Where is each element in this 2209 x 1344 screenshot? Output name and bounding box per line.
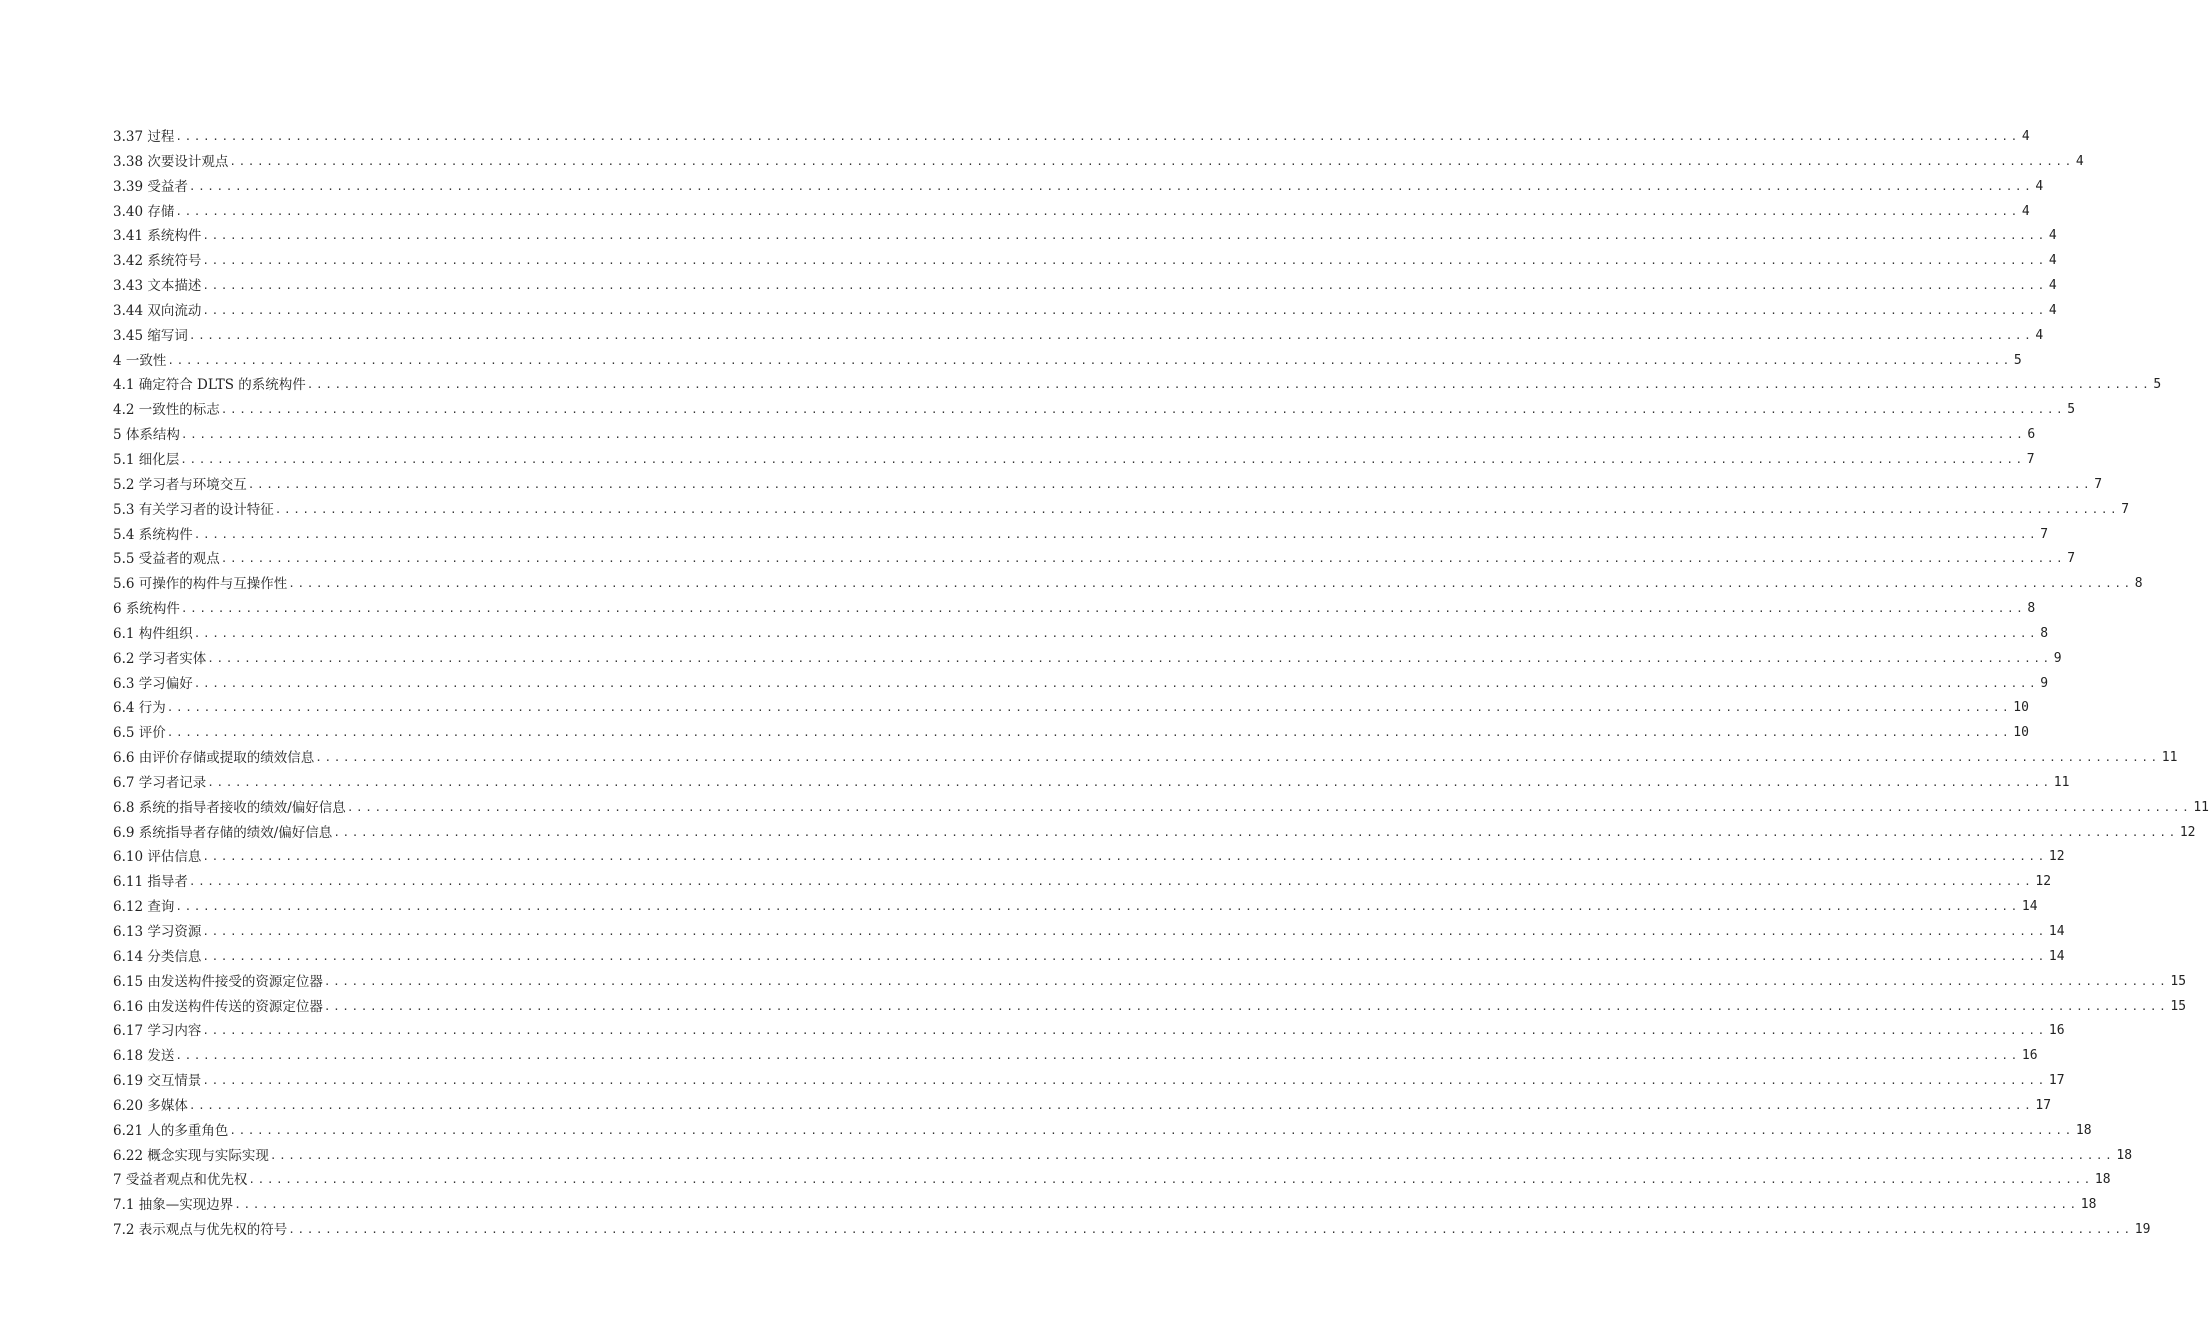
toc-entry-label: 5.2 学习者与环境交互	[113, 476, 247, 493]
toc-entry-page-number: 18	[2075, 1122, 2092, 1138]
dot-leader: ........................................................................................................................................................................................................	[175, 900, 2020, 914]
toc-entry-label: 6.14 分类信息	[113, 948, 202, 965]
toc-entry-page-number: 10	[2013, 725, 2029, 741]
toc-entry[interactable]	[113, 920, 2065, 945]
toc-entry[interactable]	[113, 398, 2076, 423]
dot-leader: ........................................................................................................................................................................................................	[166, 701, 2012, 715]
toc-entry-page-number: 15	[2170, 973, 2187, 989]
toc-entry-page-number: 11	[2193, 799, 2209, 815]
toc-entry-page-number: 5	[2153, 377, 2162, 393]
toc-entry[interactable]	[113, 597, 2036, 622]
toc-entry[interactable]	[113, 150, 2084, 175]
toc-entry-page-number: 17	[2035, 1097, 2052, 1113]
toc-entry-label: 3.43 文本描述	[113, 278, 202, 295]
toc-entry-page-number: 4	[2048, 278, 2057, 294]
toc-entry-label: 5.5 受益者的观点	[113, 551, 220, 568]
dot-leader: ........................................................................................................................................................................................................	[167, 353, 2012, 367]
toc-entry-label: 3.37 过程	[113, 129, 175, 145]
toc-entry-page-number: 7	[2121, 501, 2130, 517]
toc-entry[interactable]	[113, 1119, 2092, 1144]
dot-leader: ........................................................................................................................................................................................................	[323, 999, 2169, 1013]
toc-entry-label: 3.38 次要设计观点	[113, 153, 229, 170]
toc-entry-page-number: 15	[2170, 998, 2187, 1014]
toc-entry[interactable]	[113, 200, 2030, 225]
toc-entry-page-number: 16	[2021, 1048, 2038, 1064]
toc-entry-label: 6.11 指导者	[113, 874, 188, 891]
toc-entry[interactable]	[113, 895, 2038, 920]
toc-entry[interactable]	[113, 696, 2029, 721]
toc-entry[interactable]	[113, 373, 2162, 398]
dot-leader: ........................................................................................................................................................................................................	[202, 229, 2047, 243]
dot-leader: ........................................................................................................................................................................................................	[220, 552, 2066, 566]
dot-leader: ........................................................................................................................................................................................................	[323, 974, 2169, 988]
table-of-contents	[113, 125, 2209, 1243]
toc-entry-page-number: 5	[2013, 352, 2022, 368]
toc-entry-page-number: 7	[2094, 476, 2103, 492]
toc-entry-label: 3.44 双向流动	[113, 302, 202, 319]
dot-leader: ........................................................................................................................................................................................................	[234, 1198, 2079, 1212]
toc-entry-page-number: 4	[2035, 327, 2044, 343]
dot-leader: ........................................................................................................................................................................................................	[288, 577, 2133, 591]
dot-leader: ........................................................................................................................................................................................................	[188, 328, 2034, 342]
dot-leader: ........................................................................................................................................................................................................	[193, 527, 2039, 541]
dot-leader: ........................................................................................................................................................................................................	[229, 154, 2074, 168]
toc-entry[interactable]	[113, 349, 2022, 374]
toc-entry[interactable]	[113, 970, 2187, 995]
toc-entry-page-number: 4	[2075, 153, 2084, 169]
dot-leader: ........................................................................................................................................................................................................	[269, 1148, 2115, 1162]
toc-entry-page-number: 4	[2021, 129, 2030, 144]
toc-entry[interactable]	[113, 1218, 2151, 1243]
toc-entry-label: 5 体系结构	[113, 427, 180, 444]
toc-entry[interactable]	[113, 1019, 2065, 1044]
toc-entry-label: 6.5 评价	[113, 725, 166, 742]
toc-entry-page-number: 4	[2048, 228, 2057, 244]
toc-entry[interactable]	[113, 845, 2065, 870]
toc-entry-label: 3.41 系统构件	[113, 228, 202, 245]
toc-entry[interactable]	[113, 870, 2052, 895]
toc-entry[interactable]	[113, 721, 2029, 746]
toc-entry[interactable]	[113, 1168, 2111, 1193]
toc-entry-label: 6.13 学习资源	[113, 924, 202, 940]
dot-leader: ........................................................................................................................................................................................................	[188, 1098, 2034, 1112]
toc-entry-label: 3.39 受益者	[113, 178, 188, 195]
toc-entry[interactable]	[113, 771, 2070, 796]
toc-entry-label: 5.6 可操作的构件与互操作性	[113, 576, 288, 593]
toc-entry-page-number: 14	[2048, 924, 2065, 939]
toc-entry[interactable]	[113, 796, 2209, 821]
toc-entry-label: 6.4 行为	[113, 700, 166, 717]
toc-entry[interactable]	[113, 995, 2187, 1020]
toc-entry[interactable]	[113, 299, 2057, 324]
toc-entry-label: 3.42 系统符号	[113, 253, 202, 270]
toc-entry[interactable]	[113, 647, 2062, 672]
toc-entry-page-number: 9	[2040, 675, 2049, 691]
toc-entry-label: 6.15 由发送构件接受的资源定位器	[113, 973, 323, 990]
toc-entry[interactable]	[113, 1094, 2052, 1119]
dot-leader: ........................................................................................................................................................................................................	[202, 279, 2047, 293]
toc-entry-page-number: 8	[2134, 576, 2143, 592]
dot-leader: ........................................................................................................................................................................................................	[202, 949, 2047, 963]
toc-entry-label: 5.3 有关学习者的设计特征	[113, 501, 274, 518]
toc-entry[interactable]	[113, 448, 2035, 473]
toc-entry-page-number: 18	[2094, 1172, 2111, 1188]
toc-entry-label: 3.45 缩写词	[113, 327, 188, 344]
dot-leader: ........................................................................................................................................................................................................	[202, 303, 2047, 317]
dot-leader: ........................................................................................................................................................................................................	[220, 403, 2066, 417]
toc-entry[interactable]	[113, 473, 2103, 498]
dot-leader: ........................................................................................................................................................................................................	[180, 602, 2026, 616]
toc-entry-label: 6.12 查询	[113, 899, 175, 916]
dot-leader: ........................................................................................................................................................................................................	[306, 378, 2152, 392]
dot-leader: ........................................................................................................................................................................................................	[180, 428, 2026, 442]
dot-leader: ........................................................................................................................................................................................................	[207, 651, 2052, 665]
toc-entry[interactable]	[113, 746, 2178, 771]
toc-entry-label: 6.21 人的多重角色	[113, 1122, 229, 1139]
toc-entry-label: 6.6 由评价存储或提取的绩效信息	[113, 750, 315, 767]
dot-leader: ........................................................................................................................................................................................................	[188, 179, 2034, 193]
dot-leader: ........................................................................................................................................................................................................	[202, 1024, 2047, 1038]
dot-leader: ........................................................................................................................................................................................................	[175, 204, 2020, 218]
dot-leader: ........................................................................................................................................................................................................	[248, 1173, 2093, 1187]
dot-leader: ........................................................................................................................................................................................................	[180, 452, 2025, 466]
toc-entry-page-number: 4	[2048, 302, 2057, 318]
toc-entry-label: 6.17 学习内容	[113, 1023, 202, 1040]
toc-entry-label: 7 受益者观点和优先权	[113, 1172, 248, 1189]
toc-entry[interactable]	[113, 572, 2143, 597]
toc-entry[interactable]	[113, 1069, 2065, 1094]
dot-leader: ........................................................................................................................................................................................................	[166, 726, 2012, 740]
toc-entry-label: 6.22 概念实现与实际实现	[113, 1147, 269, 1164]
toc-entry-label: 4 一致性	[113, 352, 167, 369]
toc-entry-page-number: 14	[2048, 948, 2065, 964]
toc-entry-page-number: 5	[2067, 402, 2076, 418]
dot-leader: ........................................................................................................................................................................................................	[202, 925, 2047, 938]
dot-leader: ........................................................................................................................................................................................................	[188, 875, 2034, 889]
toc-entry-label: 6.8 系统的指导者接收的绩效/偏好信息	[113, 799, 346, 816]
toc-entry-page-number: 4	[2021, 203, 2030, 219]
toc-entry[interactable]	[113, 821, 2196, 846]
toc-entry[interactable]	[113, 249, 2057, 274]
toc-entry[interactable]	[113, 274, 2057, 299]
toc-entry-page-number: 17	[2048, 1073, 2065, 1089]
toc-entry-page-number: 6	[2027, 427, 2036, 443]
dot-leader: ........................................................................................................................................................................................................	[333, 825, 2178, 839]
toc-entry-label: 5.4 系统构件	[113, 526, 193, 543]
toc-entry-label: 6.3 学习偏好	[113, 675, 193, 692]
toc-entry-page-number: 4	[2035, 178, 2044, 194]
toc-entry-label: 6.16 由发送构件传送的资源定位器	[113, 998, 323, 1015]
toc-entry-page-number: 4	[2048, 253, 2057, 269]
toc-entry-label: 6.7 学习者记录	[113, 774, 207, 791]
toc-entry-label: 6 系统构件	[113, 601, 180, 618]
toc-entry[interactable]	[113, 423, 2036, 448]
toc-entry[interactable]	[113, 224, 2057, 249]
toc-entry-label: 6.1 构件组织	[113, 625, 193, 642]
toc-entry-label: 7.2 表示观点与优先权的符号	[113, 1222, 288, 1239]
toc-entry-label: 5.1 细化层	[113, 451, 180, 468]
toc-entry-page-number: 12	[2035, 874, 2052, 890]
toc-entry-page-number: 9	[2053, 650, 2062, 666]
dot-leader: ........................................................................................................................................................................................................	[229, 1123, 2074, 1137]
dot-leader: ........................................................................................................................................................................................................	[274, 502, 2120, 516]
toc-entry-page-number: 11	[2053, 774, 2070, 790]
toc-entry-label: 6.20 多媒体	[113, 1097, 188, 1114]
toc-entry[interactable]	[113, 1144, 2133, 1169]
toc-entry-label: 6.18 发送	[113, 1048, 175, 1065]
toc-entry-page-number: 10	[2013, 700, 2029, 716]
toc-entry-page-number: 8	[2027, 601, 2036, 617]
dot-leader: ........................................................................................................................................................................................................	[193, 676, 2039, 690]
toc-entry-label: 7.1 抽象—实现边界	[113, 1197, 234, 1214]
toc-entry[interactable]	[113, 523, 2049, 548]
toc-entry-label: 4.2 一致性的标志	[113, 402, 220, 419]
dot-leader: ........................................................................................................................................................................................................	[175, 130, 2020, 143]
dot-leader: ........................................................................................................................................................................................................	[315, 751, 2160, 765]
toc-entry-page-number: 8	[2040, 625, 2049, 641]
toc-entry-page-number: 7	[2026, 451, 2035, 467]
toc-entry[interactable]	[113, 672, 2049, 697]
toc-entry[interactable]	[113, 547, 2076, 572]
toc-entry[interactable]	[113, 945, 2065, 970]
toc-entry-label: 6.10 评估信息	[113, 849, 202, 866]
dot-leader: ........................................................................................................................................................................................................	[346, 800, 2192, 814]
toc-entry-page-number: 12	[2179, 824, 2196, 840]
toc-entry-label: 6.9 系统指导者存储的绩效/偏好信息	[113, 824, 333, 841]
toc-entry-page-number: 7	[2067, 551, 2076, 567]
toc-entry-page-number: 12	[2048, 849, 2065, 865]
dot-leader: ........................................................................................................................................................................................................	[288, 1223, 2133, 1237]
toc-entry-page-number: 14	[2021, 899, 2038, 915]
dot-leader: ........................................................................................................................................................................................................	[193, 626, 2039, 640]
toc-entry[interactable]	[113, 125, 2030, 150]
dot-leader: ........................................................................................................................................................................................................	[202, 254, 2047, 268]
dot-leader: ........................................................................................................................................................................................................	[175, 1049, 2020, 1063]
toc-entry[interactable]	[113, 324, 2044, 349]
toc-entry-page-number: 19	[2134, 1222, 2151, 1238]
toc-entry-label: 4.1 确定符合 DLTS 的系统构件	[113, 377, 306, 394]
toc-entry[interactable]	[113, 498, 2130, 523]
toc-entry-label: 6.2 学习者实体	[113, 650, 207, 667]
dot-leader: ........................................................................................................................................................................................................	[247, 477, 2093, 491]
toc-entry-page-number: 16	[2048, 1023, 2065, 1039]
toc-entry[interactable]	[113, 622, 2049, 647]
dot-leader: ........................................................................................................................................................................................................	[202, 850, 2047, 864]
toc-entry-label: 3.40 存储	[113, 203, 175, 220]
toc-entry[interactable]	[113, 1044, 2038, 1069]
toc-entry-page-number: 18	[2080, 1197, 2097, 1213]
toc-entry-label: 6.19 交互情景	[113, 1073, 202, 1090]
toc-entry[interactable]	[113, 1193, 2097, 1218]
toc-entry-page-number: 11	[2161, 750, 2178, 766]
dot-leader: ........................................................................................................................................................................................................	[207, 775, 2052, 789]
toc-entry-page-number: 7	[2040, 526, 2049, 542]
toc-entry-page-number: 18	[2116, 1147, 2133, 1163]
dot-leader: ........................................................................................................................................................................................................	[202, 1074, 2047, 1088]
toc-entry[interactable]	[113, 175, 2044, 200]
